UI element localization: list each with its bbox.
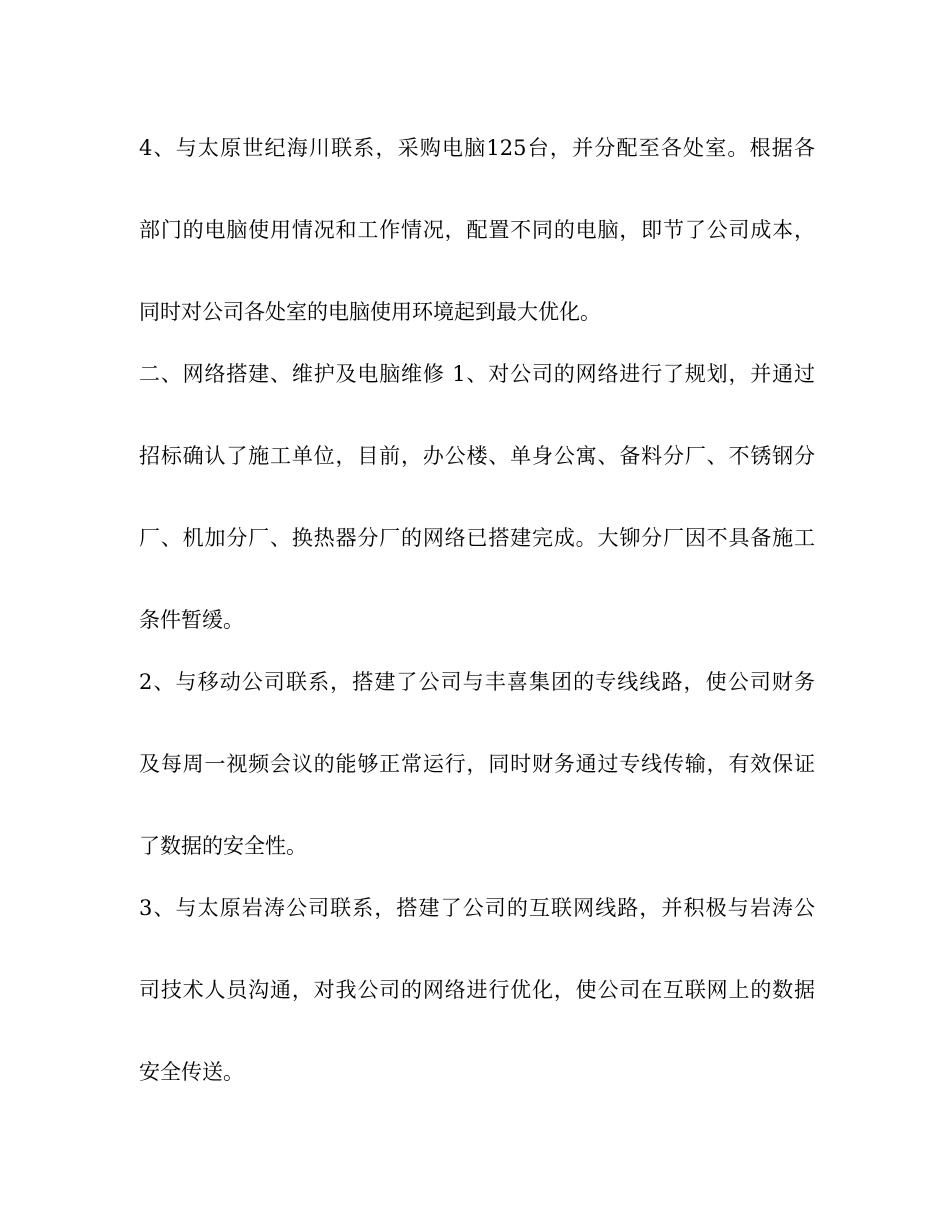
- paragraph-network-build: [139, 363, 815, 631]
- paragraph-line: 二、网络搭建、维护及电脑维修 1、对公司的网络进行了规划，并通过: [139, 363, 815, 385]
- paragraph-line: 及每周一视频会议的能够正常运行，同时财务通过专线传输，有效保证: [139, 753, 815, 775]
- paragraph-line: 安全传送。: [139, 1061, 244, 1083]
- paragraph-line: 条件暂缓。: [139, 609, 244, 631]
- document-body: [139, 137, 815, 1083]
- paragraph-line: 部门的电脑使用情况和工作情况，配置不同的电脑，即节了公司成本，: [139, 219, 815, 241]
- paragraph-purchase: [139, 137, 815, 323]
- paragraph-line: 招标确认了施工单位，目前，办公楼、单身公寓、备料分厂、不锈钢分: [139, 445, 815, 467]
- paragraph-line: 司技术人员沟通，对我公司的网络进行优化，使公司在互联网上的数据: [139, 979, 815, 1001]
- paragraph-dedicated-line: [139, 671, 815, 857]
- paragraph-line: 3、与太原岩涛公司联系，搭建了公司的互联网线路，并积极与岩涛公: [139, 897, 815, 919]
- paragraph-line: 2、与移动公司联系，搭建了公司与丰喜集团的专线线路，使公司财务: [139, 671, 815, 693]
- paragraph-line: 同时对公司各处室的电脑使用环境起到最大优化。: [139, 301, 601, 323]
- paragraph-line: 了数据的安全性。: [139, 835, 307, 857]
- paragraph-line: 4、与太原世纪海川联系，采购电脑125台，并分配至各处室。根据各: [139, 137, 815, 159]
- paragraph-line: 厂、机加分厂、换热器分厂的网络已搭建完成。大铆分厂因不具备施工: [139, 527, 815, 549]
- paragraph-internet-line: [139, 897, 815, 1083]
